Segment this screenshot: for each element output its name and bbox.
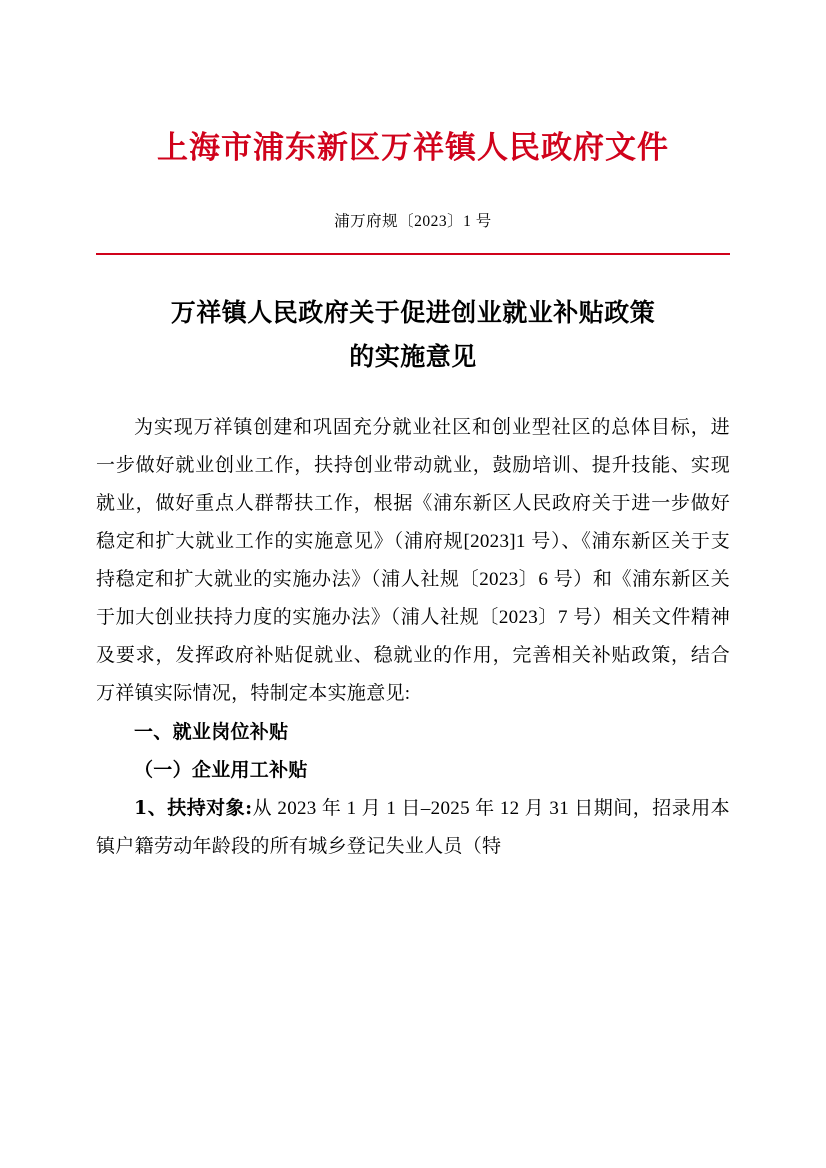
list-item-text: 从 2023 年 1 月 1 日–2025 年 12 月 31 日期间，招录用本镇户籍劳动年龄段的所有城乡登记失业人员（特	[96, 797, 730, 857]
document-header	[96, 0, 730, 231]
section-heading-2: （一）企业用工补贴	[134, 758, 308, 781]
document-title-line-1: 万祥镇人民政府关于促进创业就业补贴政策	[170, 298, 656, 328]
list-item	[96, 789, 730, 866]
section-heading-1: 一、就业岗位补贴	[134, 720, 289, 743]
body-paragraph-1: 为实现万祥镇创建和巩固充分就业社区和创业型社区的总体目标，进一步做好就业创业工作，扶持创业带动就业，鼓励培训、提升技能、实现就业，做好重点人群帮扶工作，根据《浦东新区人民政府关于进一步做好稳定和扩大就业工作的实施意见》（浦府规[2023]1 号）、《浦东新区关于支持稳定和扩大就业的实施办法》（浦人社规〔2023〕6 号）和《浦东新区关于加大创业扶持力度的实施办法》（浦人社规〔2023〕7 号）相关文件精神及要求，发挥政府补贴促就业、稳就业的作用，完善相关补贴政策，结合万祥镇实际情况，特制定本实施意见:	[96, 416, 730, 704]
red-divider-rule	[96, 253, 730, 255]
document-title	[96, 291, 730, 379]
issuing-organization-title: 上海市浦东新区万祥镇人民政府文件	[157, 130, 669, 166]
document-title-line-2: 的实施意见	[349, 341, 477, 371]
list-item-lead: 1、扶持对象:	[134, 796, 253, 819]
document-number: 浦万府规〔2023〕1 号	[334, 213, 492, 231]
document-body	[96, 409, 730, 866]
